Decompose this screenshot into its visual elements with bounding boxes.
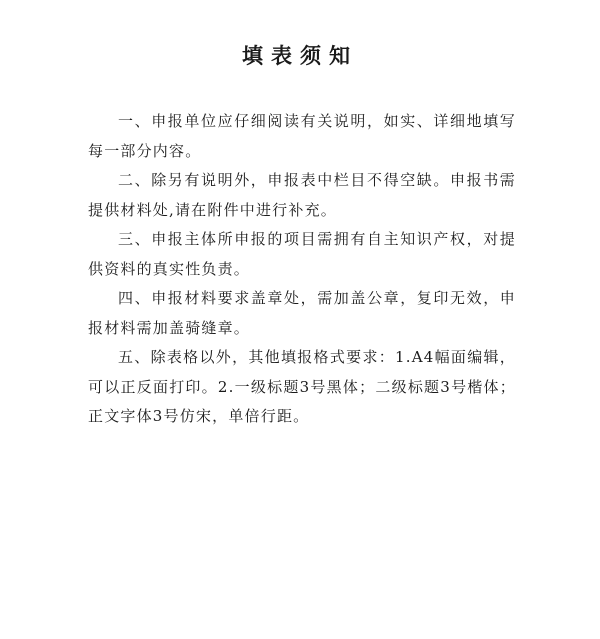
instruction-paragraph-4: 四、申报材料要求盖章处，需加盖公章，复印无效，申报材料需加盖骑缝章。 [88, 289, 516, 337]
instruction-paragraph-1: 一、申报单位应仔细阅读有关说明，如实、详细地填写每一部分内容。 [88, 112, 516, 160]
instruction-paragraph-5: 五、除表格以外，其他填报格式要求：1.A4幅面编辑，可以正反面打印。2.一级标题3号黑体；二级标题3号楷体；正文字体3号仿宋，单倍行距。 [88, 348, 516, 425]
instruction-paragraph-3: 三、申报主体所申报的项目需拥有自主知识产权，对提供资料的真实性负责。 [88, 230, 516, 278]
instruction-paragraph-2: 二、除另有说明外，申报表中栏目不得空缺。申报书需提供材料处,请在附件中进行补充。 [88, 171, 516, 219]
document-title: 填表须知 [242, 44, 358, 68]
document-body [88, 107, 516, 432]
